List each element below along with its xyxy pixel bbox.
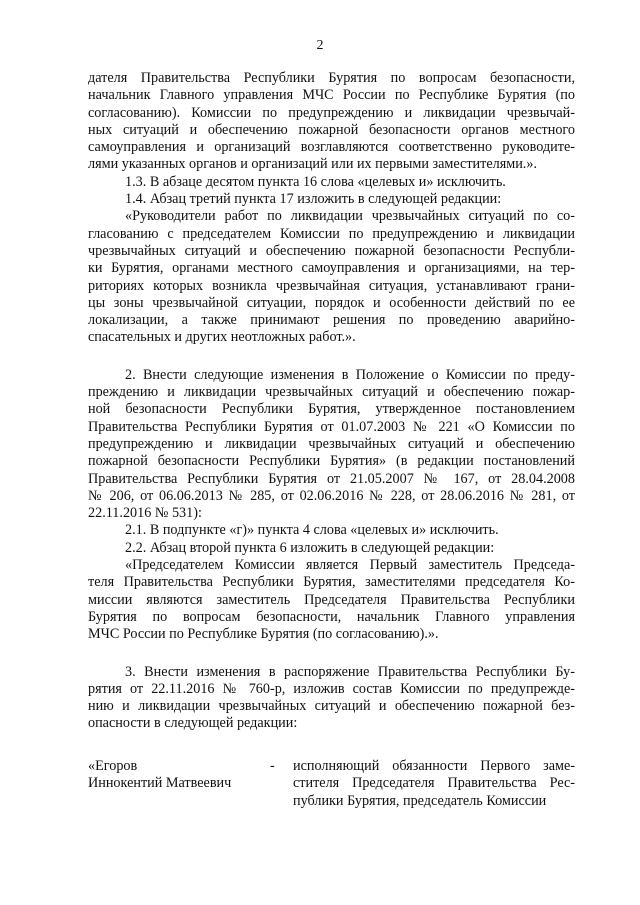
text-line: начальник Главного управления МЧС России по Республике Бурятия (по	[88, 87, 575, 104]
paragraph-quote-17	[88, 208, 575, 346]
text-line: чрезвычайных ситуаций и обеспечению пожарной безопасности Республи-	[88, 242, 575, 259]
member-name-line: Иннокентий Матвеевич	[88, 775, 232, 792]
document-body	[88, 70, 575, 733]
text-line: 3. Внести изменения в распоряжение Правительства Республики Бу-	[125, 663, 575, 680]
text-line: Правительства Республики Бурятия от 01.07.2003 № 221 «О Комиссии по	[88, 418, 575, 435]
text-line: согласованию). Комиссии по предупреждению и ликвидации чрезвычай-	[88, 104, 575, 121]
text-line: цы зоны чрезвычайной ситуации, порядок и особенности действий по ее	[88, 294, 575, 311]
paragraph-2-1	[88, 522, 575, 539]
text-line: «Руководители работ по ликвидации чрезвычайных ситуаций по со-	[125, 208, 575, 225]
text-line: 2. Внести следующие изменения в Положение о Комиссии по преду-	[125, 366, 575, 383]
member-dash: -	[270, 758, 275, 774]
member-name	[88, 758, 263, 793]
paragraph-2	[88, 367, 575, 523]
member-role-line: исполняющий обязанности Первого заме-	[293, 758, 575, 774]
text-line: № 206, от 06.06.2013 № 285, от 02.06.2016 № 228, от 28.06.2016 № 281, от	[88, 487, 575, 504]
text-line: 22.11.2016 № 531):	[88, 505, 202, 522]
text-line: ки Бурятия, органами местного самоуправления и организациями, на тер-	[88, 260, 575, 277]
text-line: опасности в следующей редакции:	[88, 715, 298, 732]
text-line: Бурятия по вопросам безопасности, начальник Главного управления	[88, 608, 575, 625]
text-line: самоуправления и организаций возглавляются соответственно руководите-	[88, 139, 575, 156]
text-line: ных ситуаций и обеспечению пожарной безопасности органов местного	[88, 121, 575, 138]
paragraph-gap	[88, 347, 575, 367]
member-role-line: публики Бурятия, председатель Комиссии	[293, 792, 547, 809]
text-line: 2.1. В подпункте «г)» пункта 4 слова «целевых и» исключить.	[125, 522, 499, 539]
page-number: 2	[316, 38, 324, 53]
paragraph-gap	[88, 644, 575, 664]
text-line: риториях которых возникла чрезвычайная ситуация, устанавливают грани-	[88, 277, 575, 294]
text-line: нию и ликвидации чрезвычайных ситуаций и обеспечению пожарной без-	[88, 698, 575, 715]
text-line: дателя Правительства Республики Бурятия по вопросам безопасности,	[88, 70, 575, 86]
text-line: лями указанных органов и организаций или их первыми заместителями.».	[88, 156, 537, 173]
text-line: гласованию с председателем Комиссии по предупреждению и ликвидации	[88, 225, 575, 242]
text-line: «Председателем Комиссии является Первый заместитель Председа-	[125, 557, 575, 574]
member-role	[293, 758, 575, 810]
text-line: предупреждению и ликвидации чрезвычайных ситуаций и обеспечению	[88, 435, 575, 452]
member-name-line: «Егоров	[88, 758, 138, 774]
text-line: преждению и ликвидации чрезвычайных ситуаций и обеспечению пожар-	[88, 384, 575, 401]
text-line: миссии являются заместитель Председателя Правительства Республики	[88, 591, 575, 608]
text-line: МЧС России по Республике Бурятия (по согласованию).».	[88, 626, 439, 643]
text-line: Правительства Республики Бурятия от 21.05.2007 № 167, от 28.04.2008	[88, 470, 575, 487]
text-line: 1.3. В абзаце десятом пункта 16 слова «целевых и» исключить.	[125, 173, 506, 190]
paragraph-quote-6	[88, 557, 575, 643]
text-line: ной безопасности Республики Бурятия, утвержденное постановлением	[88, 401, 575, 418]
text-line: спасательных и других неотложных работ.».	[88, 329, 356, 346]
text-line: рятия от 22.11.2016 № 760-р, изложив состав Комиссии по предупрежде-	[88, 680, 575, 697]
text-line: локализации, а также принимают решения по проведению аварийно-	[88, 312, 575, 329]
member-role-line: стителя Председателя Правительства Рес-	[293, 775, 575, 792]
paragraph-2-2	[88, 540, 575, 557]
text-line: теля Правительства Республики Бурятия, заместителями председателя Ко-	[88, 574, 575, 591]
text-line: 1.4. Абзац третий пункта 17 изложить в следующей редакции:	[125, 191, 502, 208]
paragraph-1-3	[88, 174, 575, 191]
paragraph-1-4	[88, 191, 575, 208]
text-line: 2.2. Абзац второй пункта 6 изложить в следующей редакции:	[125, 539, 495, 556]
paragraph-continuation	[88, 70, 575, 174]
paragraph-3	[88, 664, 575, 733]
text-line: пожарной безопасности Республики Бурятия» (в редакции постановлений	[88, 453, 575, 470]
